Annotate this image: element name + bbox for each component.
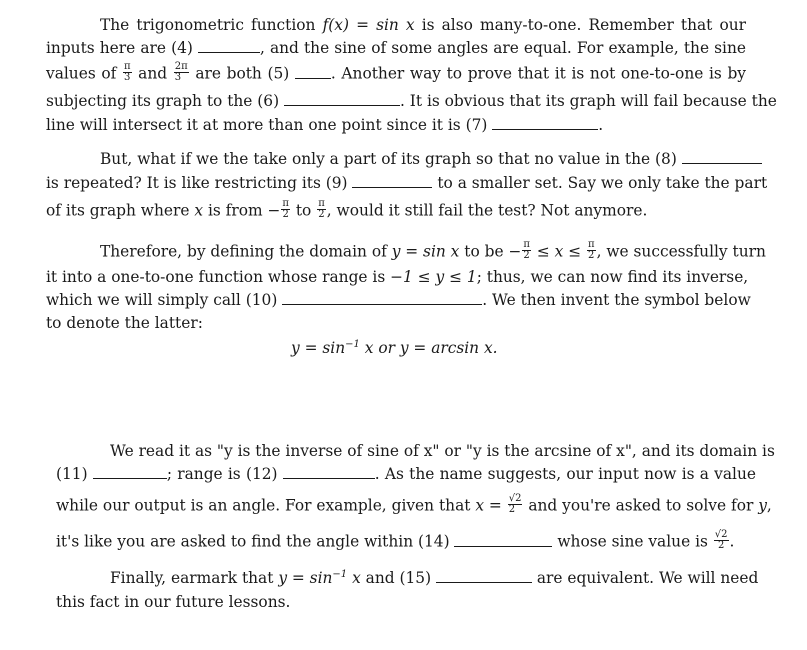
- p1-line-3: [46, 61, 746, 85]
- text: to denote the latter:: [46, 314, 203, 332]
- numerator: π: [523, 239, 530, 250]
- p1-line-5: [46, 118, 603, 133]
- numerator: π: [587, 239, 595, 250]
- fraction-pi-over-2: [281, 199, 290, 220]
- text: , we successfully turn: [596, 242, 766, 261]
- math-expression: −1 ≤ y ≤ 1: [390, 268, 477, 286]
- text: , and the sine of some angles are equal. For example, the sine: [259, 39, 746, 57]
- blank-6[interactable]: [284, 94, 400, 106]
- blank-10[interactable]: [282, 293, 482, 305]
- text: Finally, earmark that: [110, 569, 279, 587]
- text: ", and its domain is: [624, 442, 775, 460]
- math-expression: ≤ x ≤: [531, 242, 586, 261]
- text: , would it still fail the test? Not anymore.: [326, 201, 648, 220]
- quote: y is the arcsine of x: [473, 442, 625, 460]
- text: The trigonometric function: [100, 16, 323, 34]
- blank-8[interactable]: [682, 152, 762, 164]
- text: which we will simply call (10): [46, 291, 283, 309]
- text: to: [290, 201, 317, 220]
- numerator: √2: [508, 493, 522, 504]
- text: of its graph where: [46, 201, 195, 220]
- text: But, what if we the take only a part of its graph so that no value in the (8): [100, 150, 682, 168]
- denominator: 2: [318, 209, 325, 220]
- text: to a smaller set. Say we only take the part: [432, 174, 768, 192]
- text: while our output is an angle. For example, given that: [56, 496, 476, 515]
- numerator: π: [318, 198, 325, 209]
- fraction-pi-over-2: [587, 240, 596, 261]
- denominator: 3: [174, 72, 182, 83]
- p3-line-1: [100, 239, 766, 263]
- text: inputs here are (4): [46, 39, 198, 57]
- text: x or y = arcsin x.: [359, 339, 498, 357]
- text: and: [132, 64, 173, 83]
- text: (11): [56, 465, 93, 483]
- numerator: 2π: [174, 61, 188, 72]
- text: and (15): [360, 569, 436, 587]
- text: values of: [46, 64, 122, 83]
- math-expression: f(x) = sin x: [322, 16, 415, 34]
- p2-line-2: [46, 174, 768, 192]
- text: to be −: [459, 242, 522, 261]
- fraction-pi-over-2: [522, 240, 531, 261]
- text: . As the name suggests, our input now is a value: [374, 465, 756, 483]
- text: are equivalent. We will need: [531, 569, 759, 587]
- denominator: 2: [717, 540, 725, 551]
- text: line will intersect it at more than one point since it is (7): [46, 116, 493, 134]
- math-expression: [278, 569, 360, 587]
- text: ; thus, we can now find its inverse,: [476, 268, 749, 286]
- p4-line-1: [110, 442, 775, 460]
- blank-14[interactable]: [454, 535, 552, 547]
- p3-line-3: [46, 291, 751, 309]
- text: We read it as ": [110, 442, 224, 460]
- text: .: [598, 116, 604, 134]
- p1-line-2: [46, 41, 746, 56]
- blank-11[interactable]: [93, 467, 167, 479]
- text: " or ": [432, 442, 473, 460]
- text: this fact in our future lessons.: [56, 593, 291, 611]
- text: are both (5): [189, 64, 295, 83]
- blank-4[interactable]: [198, 41, 260, 53]
- text: is from −: [203, 201, 281, 220]
- text: y = sin: [278, 569, 333, 587]
- p2-line-1: [100, 152, 746, 167]
- fraction-sqrt2-over-2: [508, 494, 523, 515]
- exponent: −1: [345, 339, 360, 350]
- p4-line-2: [56, 467, 756, 482]
- math-expression: y = sin x: [391, 242, 460, 261]
- text: .: [729, 532, 735, 551]
- exponent: −1: [332, 569, 348, 580]
- p5-line-1: [110, 569, 759, 587]
- blank-5[interactable]: [295, 67, 331, 79]
- fraction-pi-over-3: [123, 62, 132, 83]
- fraction-sqrt2-over-2: [714, 530, 729, 551]
- text: . Another way to prove that it is not one-to-one is by: [330, 64, 746, 83]
- p2-line-3: [46, 198, 648, 222]
- denominator: 2: [282, 209, 289, 220]
- denominator: 3: [123, 72, 131, 83]
- numerator: π: [282, 198, 289, 209]
- text: is also many-to-one. Remember that our: [414, 16, 747, 34]
- text: subjecting its graph to the (6): [46, 92, 284, 110]
- denominator: 2: [523, 250, 530, 261]
- quote: y is the inverse of sine of x: [224, 442, 433, 460]
- math-expression: x =: [475, 496, 507, 515]
- variable-y: y: [758, 496, 767, 515]
- blank-7[interactable]: [492, 118, 598, 130]
- fraction-pi-over-2: [317, 199, 326, 220]
- text: x: [347, 569, 361, 587]
- blank-12[interactable]: [283, 467, 375, 479]
- text: ; range is (12): [166, 465, 283, 483]
- text: it's like you are asked to find the angle within (14): [56, 532, 455, 551]
- text: whose sine value is: [552, 532, 713, 551]
- text: and you're asked to solve for: [523, 496, 759, 515]
- blank-15[interactable]: [436, 571, 532, 583]
- fraction-2pi-over-3: [174, 62, 189, 83]
- denominator: 2: [508, 504, 516, 515]
- p4-line-4: [56, 529, 735, 553]
- text: Therefore, by defining the domain of: [100, 242, 392, 261]
- denominator: 2: [587, 250, 595, 261]
- p5-line-2: [56, 595, 290, 610]
- text: . It is obvious that its graph will fail because the: [400, 92, 777, 110]
- text: ,: [766, 496, 772, 515]
- numerator: √2: [714, 529, 728, 540]
- p1-line-1: [100, 18, 746, 33]
- p3-line-2: [46, 268, 749, 286]
- blank-9[interactable]: [352, 176, 432, 188]
- text: it into a one-to-one function whose range is: [46, 268, 391, 286]
- p3-line-4: [46, 316, 203, 331]
- p4-line-3: [56, 493, 772, 517]
- text: . We then invent the symbol below: [482, 291, 751, 309]
- variable-x: x: [194, 201, 204, 220]
- inverse-sine-equation: [291, 339, 498, 357]
- text: is repeated? It is like restricting its (9): [46, 174, 353, 192]
- numerator: π: [123, 61, 131, 72]
- p1-line-4: [46, 92, 777, 110]
- text: y = sin: [291, 339, 346, 357]
